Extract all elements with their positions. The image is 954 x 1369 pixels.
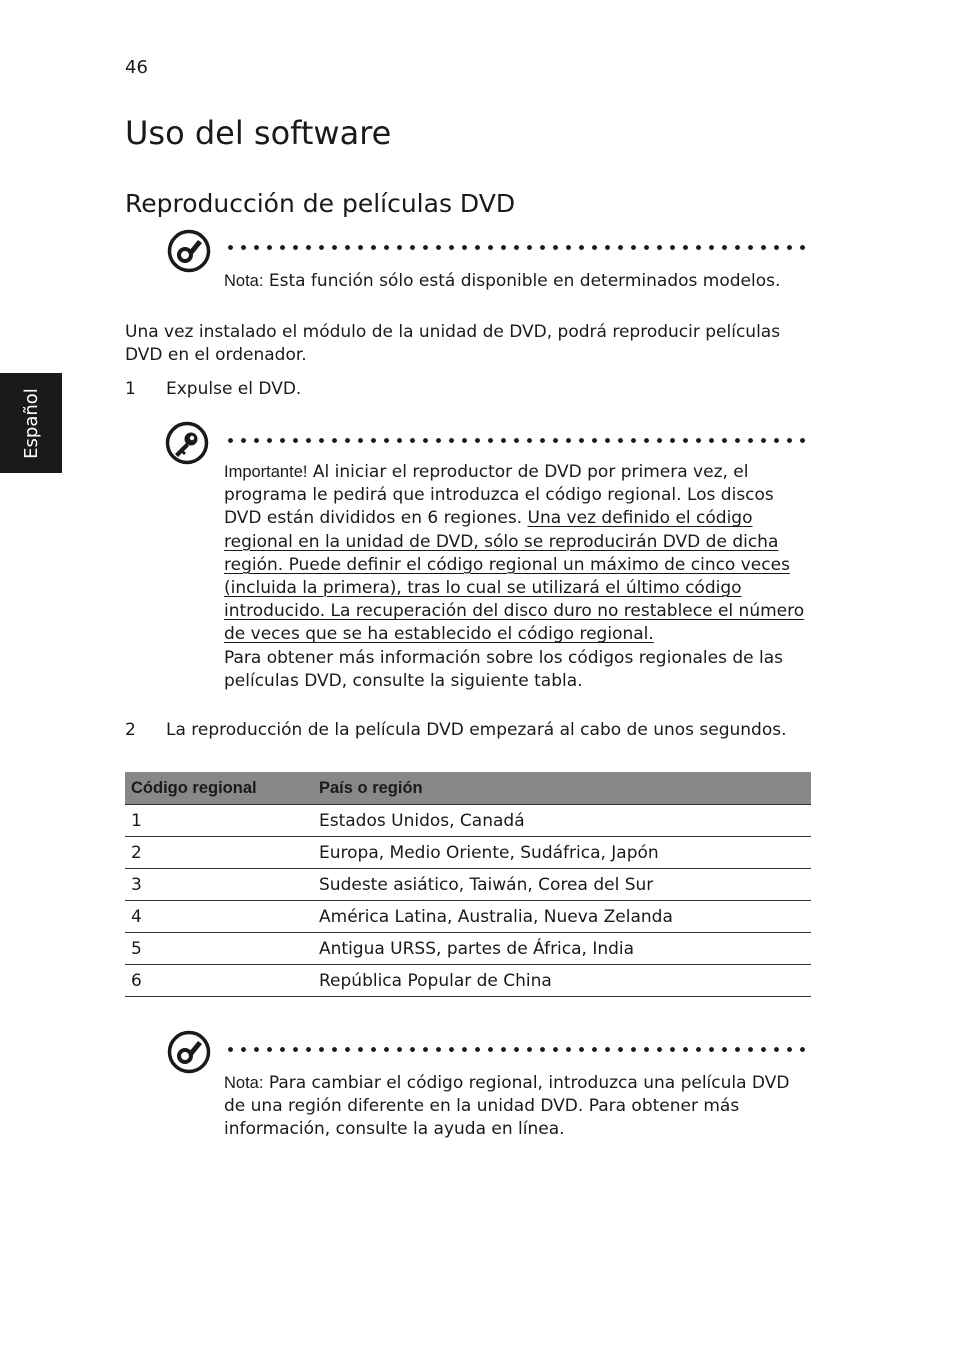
region-code-cell: 5	[125, 933, 313, 965]
table-row	[125, 869, 811, 901]
page-number: 46	[125, 57, 148, 78]
header-region-code: Código regional	[125, 772, 313, 805]
note-divider	[224, 245, 810, 250]
section-title: Reproducción de películas DVD	[125, 189, 516, 218]
note-text: Para cambiar el código regional, introduzca una película DVD de una región diferente en la unidad DVD. Para obtener más información, consulte la ayuda en línea.	[224, 1073, 790, 1140]
step-text: Expulse el DVD.	[166, 379, 302, 399]
header-country: País o región	[313, 772, 811, 805]
note-text: Esta función sólo está disponible en determinados modelos.	[268, 271, 781, 291]
intro-paragraph: Una vez instalado el módulo de la unidad de DVD, podrá reproducir películas DVD en el ordenador.	[125, 322, 781, 365]
table-row	[125, 805, 811, 837]
table-row	[125, 901, 811, 933]
country-cell: Estados Unidos, Canadá	[313, 805, 811, 837]
important-more-info: Para obtener más información sobre los códigos regionales de las películas DVD, consulte la siguiente tabla.	[224, 647, 783, 691]
region-code-cell: 4	[125, 901, 313, 933]
country-cell: América Latina, Australia, Nueva Zelanda	[313, 901, 811, 933]
note-icon	[167, 1030, 211, 1074]
region-code-cell: 1	[125, 805, 313, 837]
note-icon	[167, 229, 211, 273]
region-code-cell: 2	[125, 837, 313, 869]
important-label: Importante!	[224, 463, 308, 481]
table-row	[125, 933, 811, 965]
language-tab	[0, 373, 62, 473]
important-divider	[224, 438, 810, 443]
region-code-table	[125, 772, 811, 997]
country-cell: Europa, Medio Oriente, Sudáfrica, Japón	[313, 837, 811, 869]
note-label: Nota:	[224, 1074, 264, 1092]
country-cell: Sudeste asiático, Taiwán, Corea del Sur	[313, 869, 811, 901]
region-code-cell: 3	[125, 869, 313, 901]
country-cell: Antigua URSS, partes de África, India	[313, 933, 811, 965]
step-2	[125, 719, 815, 743]
important-key-icon	[165, 421, 209, 465]
note-divider	[224, 1047, 810, 1052]
step-number: 1	[125, 379, 136, 399]
important-callout	[224, 461, 809, 693]
note-1	[224, 270, 809, 293]
note-2	[224, 1072, 809, 1142]
table-header-row	[125, 772, 811, 805]
language-tab-label: Español	[20, 387, 42, 459]
step-1	[125, 378, 815, 402]
country-cell: República Popular de China	[313, 965, 811, 997]
table-row	[125, 837, 811, 869]
note-label: Nota:	[224, 272, 264, 290]
table-row	[125, 965, 811, 997]
step-number: 2	[125, 720, 136, 740]
region-code-cell: 6	[125, 965, 313, 997]
important-underlined-text: Una vez definido el código regional en la unidad de DVD, sólo se reproducirán DVD de dicha región. Puede definir el código regional un máximo de cinco veces (incluida la primera), tras lo cual se utilizará el último código introducido. La recuperación del disco duro no restablece el número de veces que se ha establecido el código regional.	[224, 508, 805, 645]
important-text: Al iniciar el reproductor de DVD por primera vez, el programa le pedirá que introduzca el código regional. Los discos DVD están divididos en 6 regiones.	[224, 462, 774, 529]
page-title: Uso del software	[125, 114, 392, 152]
step-text: La reproducción de la película DVD empezará al cabo de unos segundos.	[166, 720, 787, 740]
